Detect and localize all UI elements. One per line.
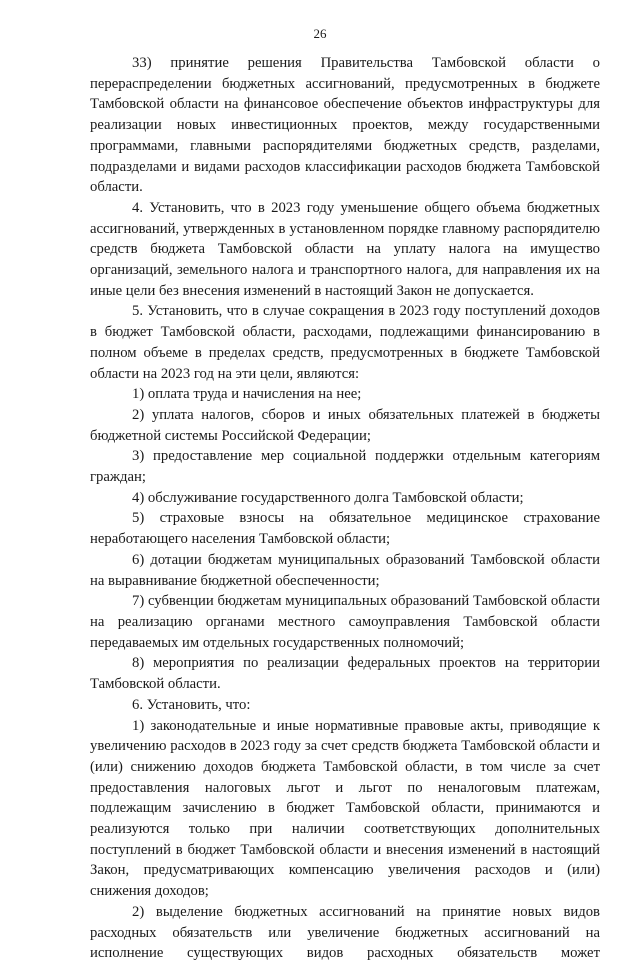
section-6-item-1: 1) законодательные и иные нормативные правовые акты, приводящие к увеличению расходов в 2023 году за счет средств бюджета Тамбовской области и (или) снижению доходов бюджета Тамбовской области, в том числе за счет предоставления налоговых льгот и льгот по неналоговым платежам, подлежащим зачислению в бюджет Тамбовской области, принимаются и реализуются только при наличии соответствующих дополнительных поступлений в бюджет Тамбовской области и внесения изменений в настоящий Закон, предусматривающих компенсацию увеличения расходов и (или) снижения доходов; [90, 717, 600, 900]
list-item-2: 2) уплата налогов, сборов и иных обязательных платежей в бюджеты бюджетной системы Российской Федерации; [90, 406, 600, 444]
list-item-5: 5) страховые взносы на обязательное медицинское страхование неработающего населения Тамбовской области; [90, 510, 600, 548]
list-item-8: 8) мероприятия по реализации федеральных проектов на территории Тамбовской области. [90, 655, 600, 693]
document-body [90, 53, 600, 964]
list-item-7: 7) субвенции бюджетам муниципальных образований Тамбовской области на реализацию органами местного самоуправления Тамбовской области передаваемых им отдельных государственных полномочий; [90, 593, 600, 651]
paragraph-item-33: 33) принятие решения Правительства Тамбовской области о перераспределении бюджетных ассигнований, предусмотренных в бюджете Тамбовской области на финансовое обеспечение объектов инфраструктуры для реализации новых инвестиционных проектов, между государственными программами, главными распорядителями бюджетных средств, разделами, подразделами и видами расходов классификации расходов бюджета Тамбовской области. [90, 55, 600, 196]
paragraph-section-5: 5. Установить, что в случае сокращения в 2023 году поступлений доходов в бюджет Тамбовской области, расходами, подлежащими финансированию в полном объеме в пределах средств, предусмотренных в бюджете Тамбовской области на 2023 год на эти цели, являются: [90, 303, 600, 382]
list-item-4: 4) обслуживание государственного долга Тамбовской области; [132, 489, 524, 506]
paragraph-section-6: 6. Установить, что: [132, 696, 251, 713]
list-item-1: 1) оплата труда и начисления на нее; [132, 386, 362, 403]
page-number: 26 [313, 26, 327, 41]
list-item-3: 3) предоставление мер социальной поддержки отдельным категориям граждан; [90, 448, 600, 486]
section-6-item-2: 2) выделение бюджетных ассигнований на принятие новых видов расходных обязательств или увеличение бюджетных ассигнований на исполнение существующих видов расходных обязательств может [90, 903, 600, 962]
paragraph-section-4: 4. Установить, что в 2023 году уменьшение общего объема бюджетных ассигнований, утвержденных в установленном порядке главному распорядителю средств бюджета Тамбовской области на уплату налога на имущество организаций, земельного налога и транспортного налога, для направления их на иные цели без внесения изменений в настоящий Закон не допускается. [90, 199, 600, 299]
list-item-6: 6) дотации бюджетам муниципальных образований Тамбовской области на выравнивание бюджетной обеспеченности; [90, 551, 600, 589]
